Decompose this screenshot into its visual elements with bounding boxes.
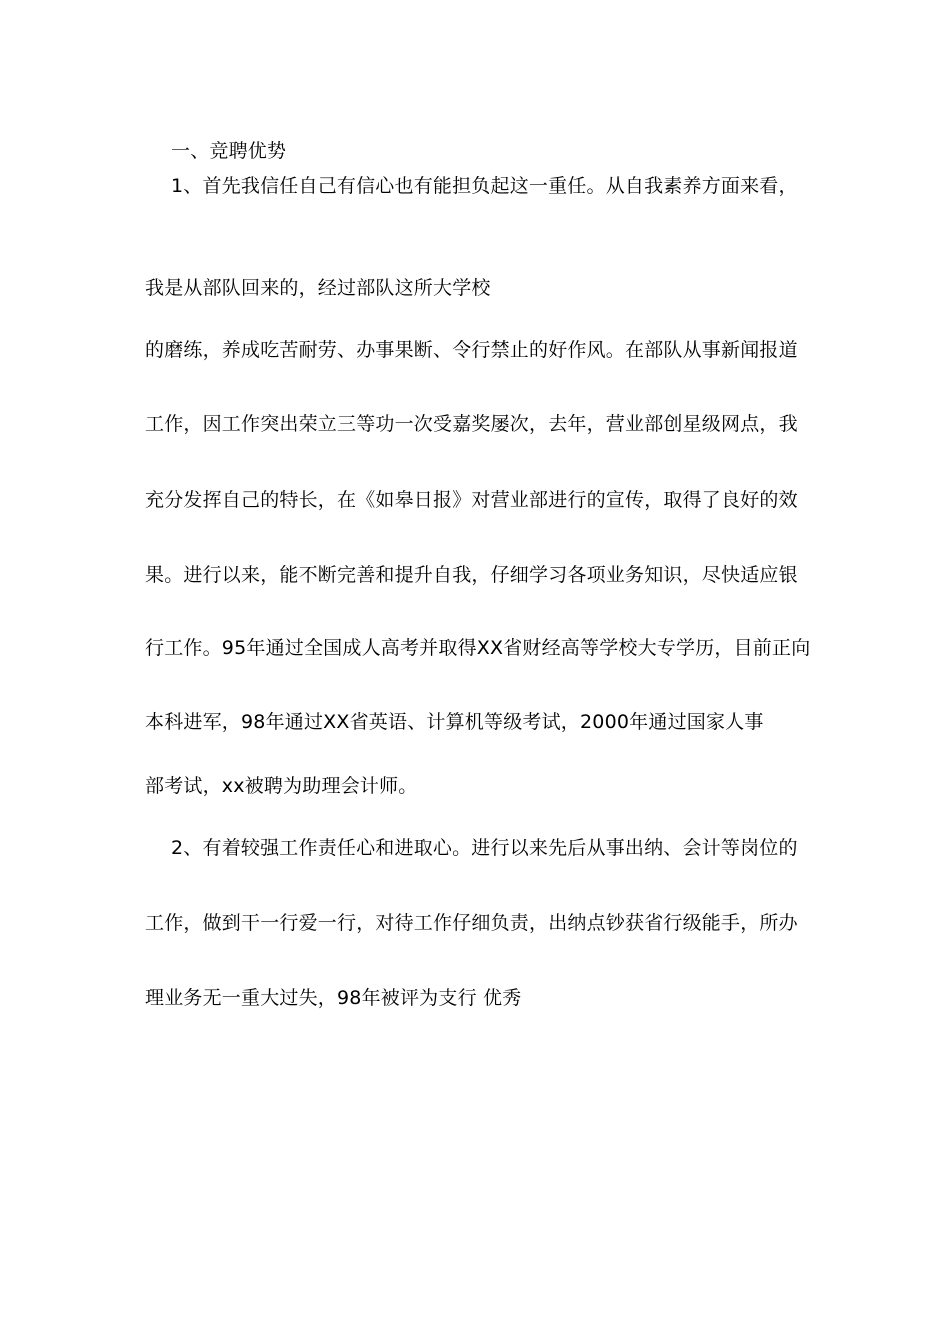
paragraph-line: 理业务无一重大过失，98年被评为支行 优秀 xyxy=(145,987,522,1009)
paragraph-line: 我是从部队回来的，经过部队这所大学校 xyxy=(145,277,491,299)
section-heading: 一、竞聘优势 xyxy=(171,140,287,162)
paragraph-line: 工作，做到干一行爱一行，对待工作仔细负责，出纳点钞获省行级能手，所办 xyxy=(145,912,798,934)
paragraph-line: 2、有着较强工作责任心和进取心。进行以来先后从事出纳、会计等岗位的 xyxy=(171,837,798,859)
paragraph-line: 充分发挥自己的特长，在《如皋日报》对营业部进行的宣传，取得了良好的效 xyxy=(145,489,798,511)
paragraph-line: 果。进行以来，能不断完善和提升自我，仔细学习各项业务知识，尽快适应银 xyxy=(145,564,798,586)
paragraph-line: 1、首先我信任自己有信心也有能担负起这一重任。从自我素养方面来看， xyxy=(171,175,798,197)
paragraph-line: 工作，因工作突出荣立三等功一次受嘉奖屡次，去年，营业部创星级网点，我 xyxy=(145,413,798,435)
paragraph-line: 的磨练，养成吃苦耐劳、办事果断、令行禁止的好作风。在部队从事新闻报道 xyxy=(145,339,798,361)
paragraph-line: 行工作。95年通过全国成人高考并取得XX省财经高等学校大专学历，目前正向 xyxy=(145,637,811,659)
paragraph-line: 部考试，xx被聘为助理会计师。 xyxy=(145,775,418,797)
paragraph-line: 本科进军，98年通过XX省英语、计算机等级考试，2000年通过国家人事 xyxy=(145,711,764,733)
